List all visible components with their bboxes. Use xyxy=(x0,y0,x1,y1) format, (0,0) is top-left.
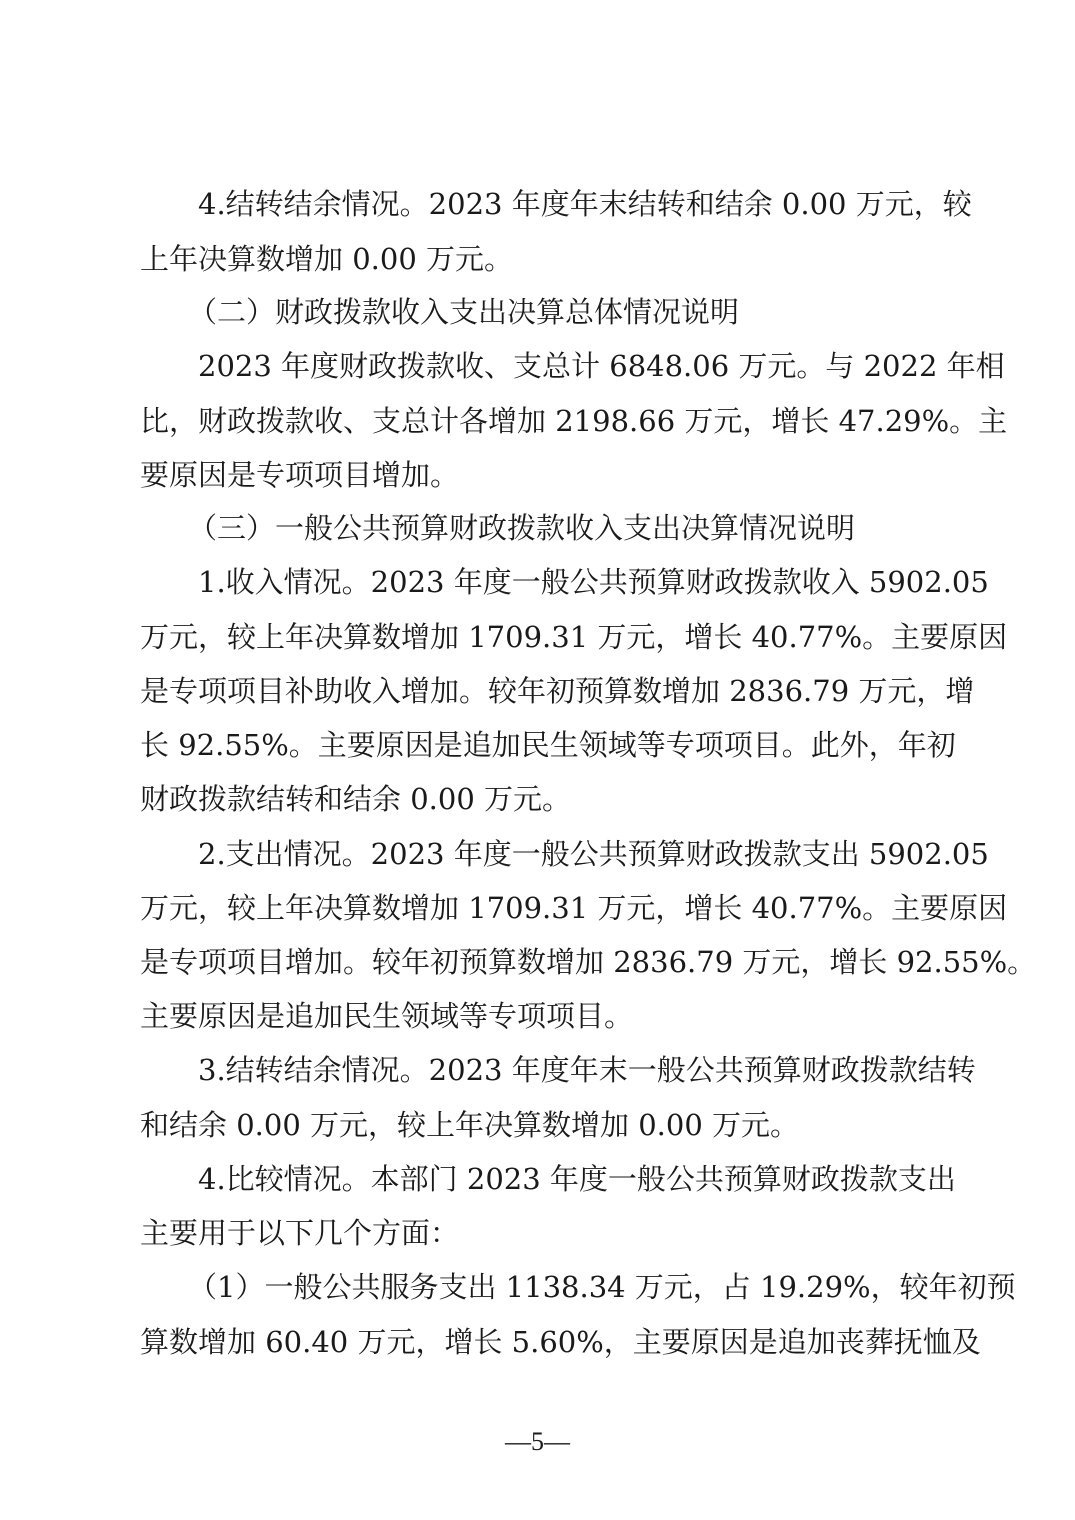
paragraph-line: 长 92.55%。主要原因是追加民生领域等专项项目。此外，年初 xyxy=(140,728,956,762)
paragraph-line: 万元，较上年决算数增加 1709.31 万元，增长 40.77%。主要原因 xyxy=(140,620,1008,654)
paragraph-line: 1.收入情况。2023 年度一般公共预算财政拨款收入 5902.05 xyxy=(198,565,989,599)
paragraph-line: 2.支出情况。2023 年度一般公共预算财政拨款支出 5902.05 xyxy=(198,837,989,871)
paragraph-line: 算数增加 60.40 万元，增长 5.60%，主要原因是追加丧葬抚恤及 xyxy=(140,1325,981,1359)
paragraph-line: （1）一般公共服务支出 1138.34 万元，占 19.29%，较年初预 xyxy=(188,1270,1016,1304)
paragraph-line: 主要用于以下几个方面： xyxy=(140,1216,460,1250)
paragraph-line: 3.结转结余情况。2023 年度年末一般公共预算财政拨款结转 xyxy=(198,1053,976,1087)
paragraph-line: 上年决算数增加 0.00 万元。 xyxy=(140,242,514,276)
paragraph-line: 是专项项目增加。较年初预算数增加 2836.79 万元，增长 92.55%。 xyxy=(140,945,1037,979)
paragraph-line: 2023 年度财政拨款收、支总计 6848.06 万元。与 2022 年相 xyxy=(198,349,1005,383)
paragraph-line: 比，财政拨款收、支总计各增加 2198.66 万元，增长 47.29%。主 xyxy=(140,404,1008,438)
section-heading: （二）财政拨款收入支出决算总体情况说明 xyxy=(188,295,740,329)
page-number: —5— xyxy=(505,1427,570,1456)
paragraph-line: 万元，较上年决算数增加 1709.31 万元，增长 40.77%。主要原因 xyxy=(140,891,1008,925)
paragraph-line: 财政拨款结转和结余 0.00 万元。 xyxy=(140,782,572,816)
paragraph-line: 主要原因是追加民生领域等专项项目。 xyxy=(140,999,634,1033)
paragraph-line: 和结余 0.00 万元，较上年决算数增加 0.00 万元。 xyxy=(140,1108,800,1142)
paragraph-line: 要原因是专项项目增加。 xyxy=(140,458,460,492)
section-heading: （三）一般公共预算财政拨款收入支出决算情况说明 xyxy=(188,511,856,545)
paragraph-line: 4.结转结余情况。2023 年度年末结转和结余 0.00 万元，较 xyxy=(198,187,972,221)
paragraph-line: 4.比较情况。本部门 2023 年度一般公共预算财政拨款支出 xyxy=(198,1162,956,1196)
paragraph-line: 是专项项目补助收入增加。较年初预算数增加 2836.79 万元，增 xyxy=(140,674,975,708)
